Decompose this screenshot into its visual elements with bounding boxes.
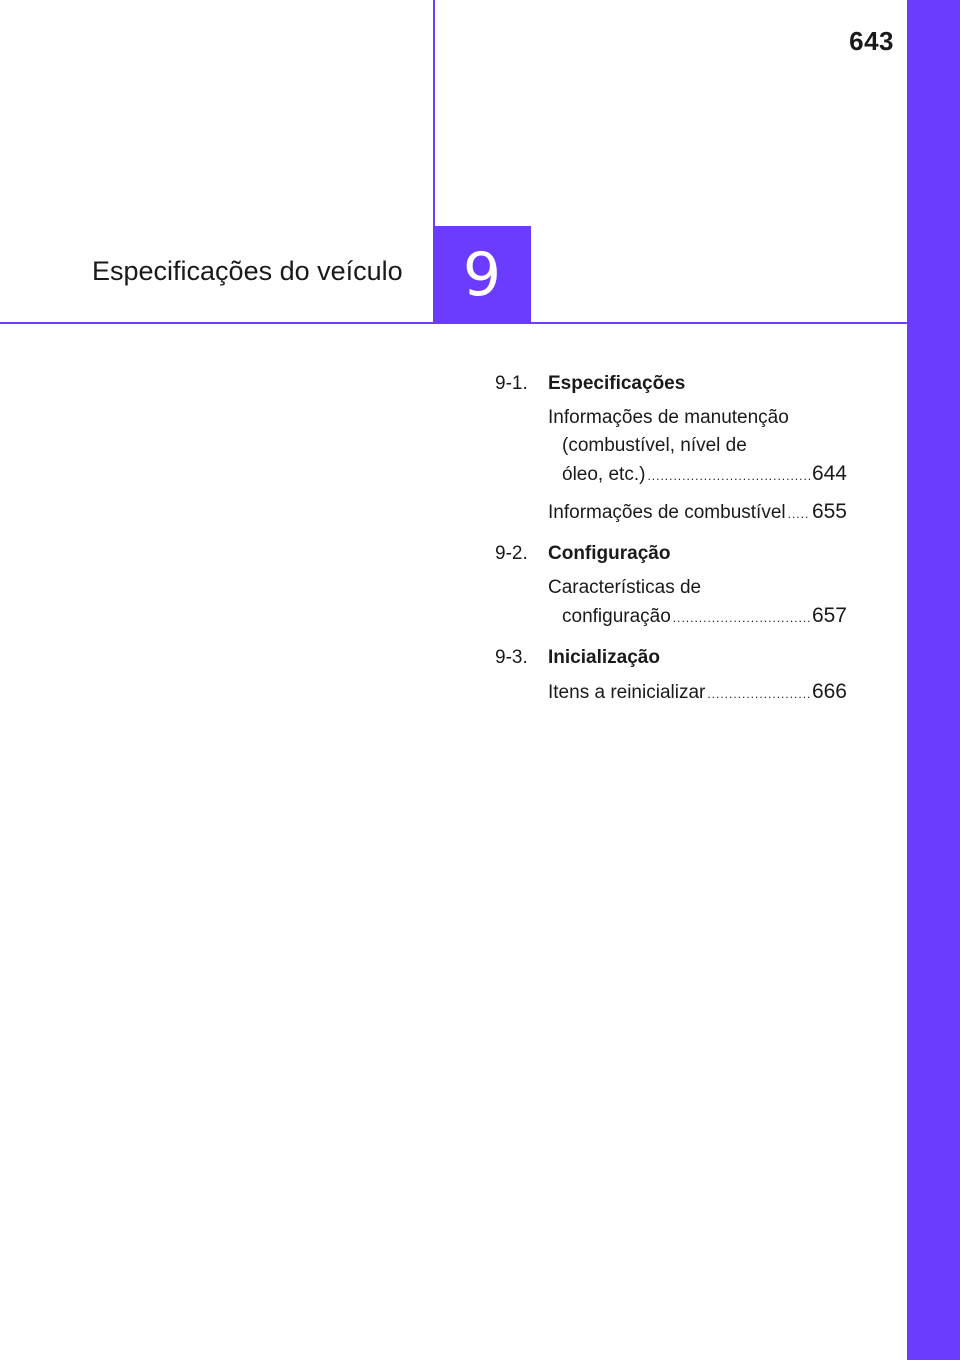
- toc-section-heading: [495, 644, 847, 672]
- chapter-side-bar: [907, 0, 960, 1360]
- chapter-title: Especificações do veículo: [92, 256, 403, 286]
- toc-section-number: 9-3.: [495, 647, 528, 668]
- toc-entry-line: (combustível, nível de: [562, 435, 747, 456]
- toc-entry-line: Informações de manutenção: [548, 407, 789, 428]
- dot-leader: [707, 680, 810, 708]
- dot-leader: [673, 604, 810, 632]
- toc-entry-lastline: [548, 498, 847, 528]
- table-of-contents: [495, 370, 847, 720]
- toc-entry-page: 666: [811, 680, 847, 703]
- toc-entry-page: 657: [811, 604, 847, 627]
- toc-entry-line: Características de: [548, 577, 702, 598]
- toc-section-title: Especificações: [548, 373, 686, 394]
- dot-leader: [788, 500, 810, 528]
- toc-section-9-1: [495, 370, 847, 528]
- toc-entry-customization-features[interactable]: [548, 574, 847, 632]
- toc-section-title: Configuração: [548, 543, 671, 564]
- toc-entry-page: 644: [811, 462, 847, 485]
- toc-section-number: 9-2.: [495, 543, 528, 564]
- header-vertical-rule: [433, 0, 435, 226]
- toc-section-heading: [495, 370, 847, 398]
- toc-entry-lastline: [548, 678, 847, 708]
- toc-entry-lastline: [548, 460, 847, 490]
- toc-entry-text: óleo, etc.): [562, 464, 646, 485]
- toc-entry-text: Itens a reinicializar: [548, 682, 706, 703]
- toc-section-heading: [495, 540, 847, 568]
- toc-entry-text: configuração: [562, 606, 671, 627]
- toc-entry-fuel-info[interactable]: [548, 498, 847, 528]
- dot-leader: [647, 462, 810, 490]
- toc-entry-page: 655: [811, 500, 847, 523]
- chapter-number-box: 9: [433, 226, 531, 324]
- toc-section-title: Inicialização: [548, 647, 660, 668]
- toc-entry-lastline: [548, 602, 847, 632]
- page-number: 643: [849, 26, 894, 56]
- toc-entry-reset-items[interactable]: [548, 678, 847, 708]
- toc-entry-text: Informações de combustível: [548, 502, 786, 523]
- toc-section-9-3: [495, 644, 847, 708]
- toc-section-number: 9-1.: [495, 373, 528, 394]
- toc-entry-maintenance-info[interactable]: [548, 404, 847, 490]
- toc-section-9-2: [495, 540, 847, 632]
